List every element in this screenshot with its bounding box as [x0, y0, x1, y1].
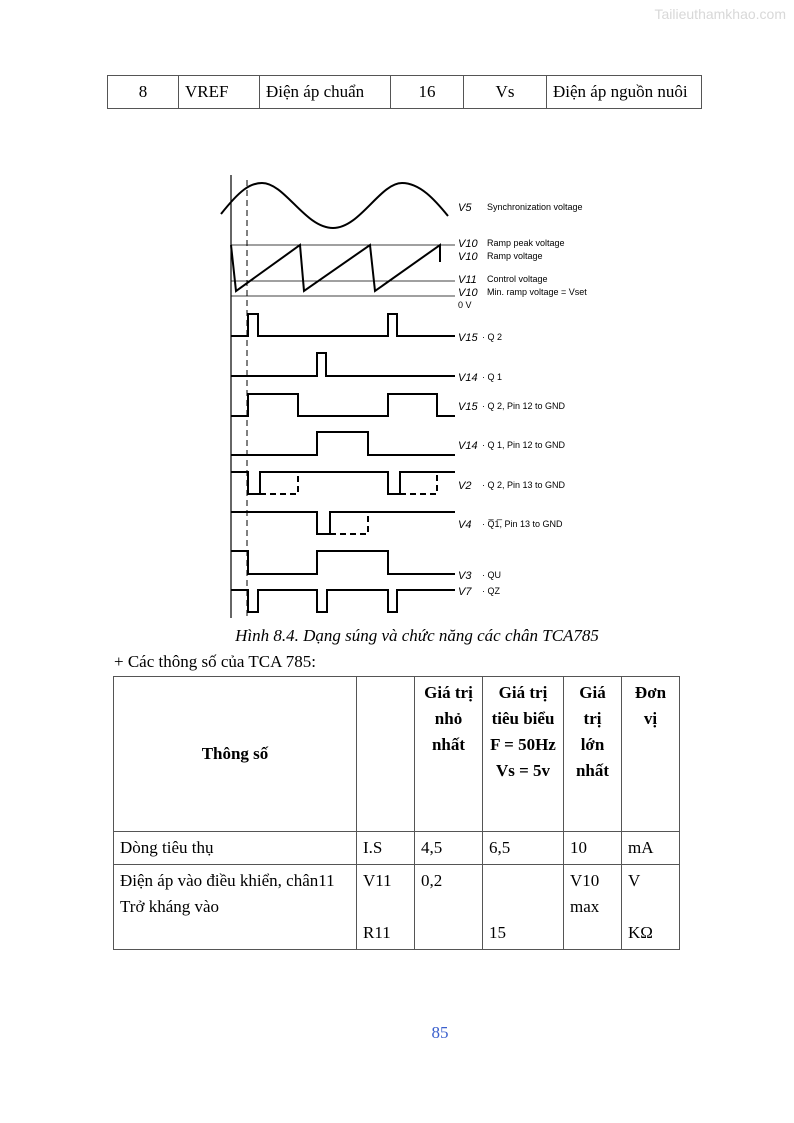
signal-desc: · Q 2, Pin 13 to GND — [482, 480, 566, 490]
signal-desc: · Q 2 — [482, 332, 503, 342]
cell: 4,5 — [415, 832, 483, 865]
header-cell: Giá trị nhỏ nhất — [415, 677, 483, 832]
signal-name: V7 — [458, 586, 472, 598]
cell: Điện áp vào điều khiển, chân11 — [120, 871, 335, 890]
signal-desc: · Q̅1̅, Pin 13 to GND — [482, 519, 563, 529]
signal-name: V10 — [458, 287, 478, 299]
cell: 16 — [391, 76, 464, 109]
signal-name: V10 — [458, 238, 478, 250]
signal-name: V4 — [458, 519, 472, 531]
signal-name: V15 — [458, 401, 478, 413]
signal-name: V3 — [458, 570, 472, 582]
page-number: 85 — [431, 1023, 449, 1042]
cell: I.S — [357, 832, 415, 865]
cell: Điện áp chuẩn — [260, 76, 391, 109]
signal-name: V14 — [458, 372, 478, 384]
cell: 10 — [564, 832, 622, 865]
cell: 0,2 — [421, 871, 443, 890]
cell: V — [628, 871, 641, 890]
signal-desc: Min. ramp voltage = Vset — [487, 287, 587, 297]
signal-desc: · QU — [482, 570, 501, 580]
cell: 15 — [489, 923, 506, 942]
cell: VREF — [179, 76, 260, 109]
cell: R11 — [363, 923, 391, 942]
cell: Vs — [464, 76, 547, 109]
signal-name: V14 — [458, 440, 478, 452]
cell: KΩ — [628, 923, 653, 942]
signal-desc: · Q 1 — [482, 372, 503, 382]
cell: Trở kháng vào — [120, 897, 220, 916]
signal-desc: · QZ — [482, 586, 500, 596]
signal-name: V2 — [458, 480, 472, 492]
header-cell: Đơn vị — [622, 677, 680, 832]
cell: V10max — [570, 871, 600, 916]
signal-desc: · Q 1, Pin 12 to GND — [482, 440, 566, 450]
cell: 6,5 — [483, 832, 564, 865]
cell: Dòng tiêu thụ — [114, 832, 357, 865]
signal-name: V11 — [458, 274, 477, 286]
header-cell: Thông số — [114, 677, 357, 832]
cell: mA — [622, 832, 680, 865]
watermark: Tailieuthamkhao.com — [654, 6, 786, 22]
header-cell: Giá trị lớn nhất — [564, 677, 622, 832]
cell: Điện áp nguồn nuôi — [547, 76, 702, 109]
header-row — [114, 677, 680, 832]
signal-desc: Control voltage — [487, 274, 548, 284]
signal-desc: · Q 2, Pin 12 to GND — [482, 401, 566, 411]
signal-desc: Ramp voltage — [487, 251, 543, 261]
signal-name: V10 — [458, 251, 478, 263]
signal-name: V15 — [458, 332, 478, 344]
signal-labels — [458, 202, 587, 598]
cell: V11 — [363, 871, 392, 890]
signal-desc: Ramp peak voltage — [487, 238, 565, 248]
signal-name: 0 V — [458, 300, 472, 310]
header-cell — [357, 677, 415, 832]
table-row — [114, 865, 680, 950]
table-row — [114, 832, 680, 865]
parameter-table — [113, 676, 680, 950]
figure-caption: Hình 8.4. Dạng súng và chức năng các chân TCA785 — [235, 626, 599, 645]
cell: 8 — [108, 76, 179, 109]
section-intro: + Các thông số của TCA 785: — [114, 652, 316, 671]
signal-desc: Synchronization voltage — [487, 202, 583, 212]
header-cell: Giá trị tiêu biểu F = 50Hz Vs = 5v — [483, 677, 564, 832]
signal-name: V5 — [458, 202, 472, 214]
